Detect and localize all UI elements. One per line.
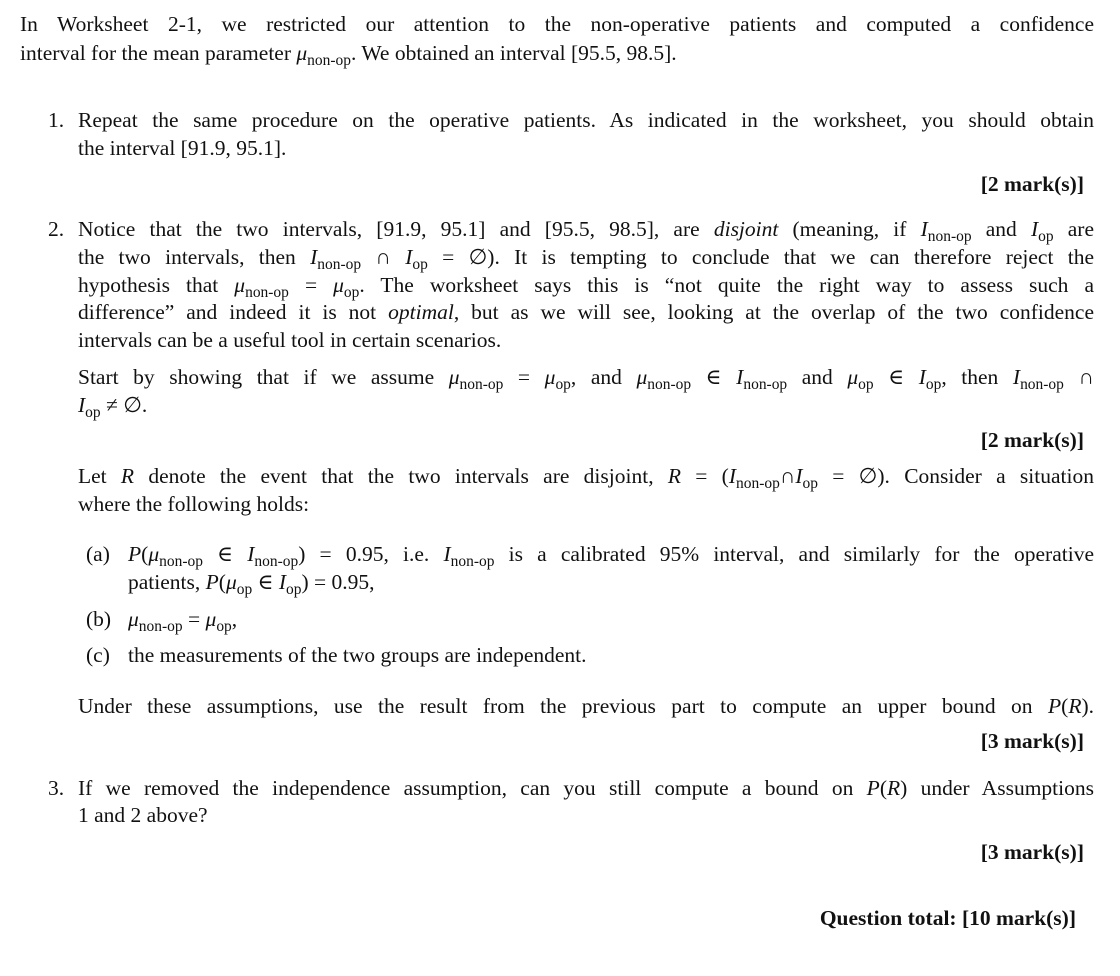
q1-text: Repeat the same procedure on the operative patients. As indicated in the worksheet, you should obtain [78, 108, 1094, 132]
q3-text: ( [879, 776, 887, 800]
q2-marks-2: [3 mark(s)] [980, 729, 1084, 753]
q2-text: ∩ [361, 245, 406, 269]
q2-text: , then [941, 365, 1013, 389]
q2-line-5 [78, 326, 501, 354]
q3-text: ) under Assumptions [900, 776, 1094, 800]
item-c-line [128, 641, 587, 669]
intro-line-2 [20, 39, 677, 67]
probability-symbol: P [866, 776, 880, 800]
subscript: non-op [245, 283, 289, 301]
mu-symbol: μ [205, 607, 217, 631]
q1-line-2 [78, 134, 286, 162]
interval-symbol: I [78, 393, 86, 417]
q2-para4-line [78, 692, 1094, 720]
subscript: non-op [736, 474, 780, 492]
item-a-label: (a) [86, 542, 110, 566]
interval-symbol: I [728, 464, 736, 488]
interval-symbol: I [247, 542, 255, 566]
interval-symbol: I [736, 365, 744, 389]
probability-symbol: P [128, 542, 142, 566]
q1-number: 1. [48, 108, 65, 132]
q2-text: ). [1081, 694, 1094, 718]
q2-text: ∩ [779, 464, 796, 488]
item-a-line-1 [128, 540, 1094, 568]
subscript: op [343, 283, 360, 301]
q2-text: hypothesis that [78, 273, 235, 297]
disjoint-emphasis: disjoint [713, 217, 779, 241]
probability-symbol: P [1048, 694, 1062, 718]
interval-symbol: I [405, 245, 413, 269]
interval-symbol: I [1030, 217, 1039, 241]
subscript: non-op [647, 375, 692, 393]
subscript: non-op [159, 552, 203, 570]
intro-text: . We obtained an interval [95.5, 98.5]. [351, 41, 677, 65]
q2-text: = ∅). Consider a situation [818, 464, 1094, 488]
mu-symbol: μ [296, 41, 308, 65]
question-total-value: [10 mark(s)] [961, 906, 1076, 930]
subscript: non-op [138, 617, 183, 635]
mu-symbol: μ [234, 273, 246, 297]
q2-text: ≠ ∅. [100, 393, 148, 417]
mu-symbol: μ [847, 365, 859, 389]
q2-text: Start by showing that if we assume [78, 365, 449, 389]
q2-text: denote the event that the two intervals are disjoint, [134, 464, 668, 488]
subscript: non-op [743, 375, 788, 393]
subscript: non-op [317, 255, 362, 273]
q2-para2-line-1 [78, 363, 1094, 391]
q3-text: 1 and 2 above? [78, 803, 208, 827]
q1-marks: [2 mark(s)] [980, 172, 1084, 196]
q3-number: 3. [48, 776, 65, 800]
q2-text: ∈ [873, 365, 919, 389]
mu-symbol: μ [148, 542, 160, 566]
q2-text: ∈ [202, 542, 248, 566]
interval-symbol: I [1012, 365, 1021, 389]
q2-text: = [182, 607, 206, 631]
mu-symbol: μ [544, 365, 556, 389]
q2-text: ( [1061, 694, 1069, 718]
q2-text: and [787, 365, 848, 389]
q2-line-1 [78, 215, 1094, 243]
subscript: non-op [307, 51, 351, 69]
q2-para2-line-2 [78, 391, 147, 419]
q2-marks-1: [2 mark(s)] [980, 428, 1084, 452]
q2-line-2 [78, 243, 1094, 271]
subscript: non-op [450, 552, 495, 570]
q2-text: the two intervals, then [78, 245, 311, 269]
q2-text: is a calibrated 95% interval, and similarly for the operative [494, 542, 1094, 566]
q2-text: = [503, 365, 545, 389]
subscript: op [858, 375, 874, 393]
subscript: non-op [459, 375, 504, 393]
q2-text: the measurements of the two groups are independent. [128, 643, 587, 667]
subscript: op [802, 474, 818, 492]
q2-para3-line-1 [78, 462, 1094, 490]
probability-symbol: P [205, 570, 219, 594]
item-c-label: (c) [86, 643, 110, 667]
q2-text: ∈ [252, 570, 279, 594]
subscript: op [555, 375, 571, 393]
q2-text: ) = 0.95, i.e. [298, 542, 444, 566]
interval-symbol: I [278, 570, 287, 594]
optimal-emphasis: optimal [388, 300, 454, 324]
q3-marks: [3 mark(s)] [980, 840, 1084, 864]
mu-symbol: μ [128, 607, 139, 631]
intro-text: In Worksheet 2-1, we restricted our attention to the non-operative patients and computed a confidence [20, 12, 1094, 36]
subscript: op [412, 255, 428, 273]
event-symbol: R [667, 464, 681, 488]
q2-text: ( [141, 542, 149, 566]
q2-text: = ∅). It is tempting to conclude that we can therefore reject the [427, 245, 1094, 269]
interval-symbol: I [795, 464, 803, 488]
q1-line-1 [78, 106, 1094, 134]
q2-text: ) = 0.95, [301, 570, 375, 594]
q2-line-3 [78, 271, 1094, 299]
q2-text: (meaning, if [778, 217, 921, 241]
event-symbol: R [120, 464, 135, 488]
q2-number: 2. [48, 217, 65, 241]
q2-text: and [971, 217, 1031, 241]
mu-symbol: μ [225, 570, 237, 594]
subscript: op [1038, 227, 1054, 245]
intro-text: interval for the mean parameter [20, 41, 297, 65]
q2-text: = [288, 273, 334, 297]
mu-symbol: μ [448, 365, 460, 389]
question-total-label: Question total: [819, 906, 957, 930]
q2-text: ∩ [1063, 365, 1094, 389]
mu-symbol: μ [636, 365, 648, 389]
interval-symbol: I [918, 365, 926, 389]
q2-text: difference” and indeed it is not [78, 300, 389, 324]
q2-para3-line-2 [78, 490, 309, 518]
q2-text: Notice that the two intervals, [91.9, 95.1] and [95.5, 98.5], are [78, 217, 714, 241]
q2-text: = ( [680, 464, 729, 488]
item-b-line [128, 605, 237, 633]
q3-line-2 [78, 801, 208, 829]
subscript: non-op [927, 227, 972, 245]
item-a-line-2 [128, 568, 375, 596]
q2-text: are [1053, 217, 1094, 241]
interval-symbol: I [443, 542, 451, 566]
q2-text: patients, [128, 570, 206, 594]
q2-text: ∈ [691, 365, 737, 389]
subscript: op [236, 580, 253, 598]
q2-text: , and [570, 365, 637, 389]
subscript: op [925, 375, 942, 393]
q1-text: the interval [91.9, 95.1]. [78, 136, 287, 160]
q2-text: Let [78, 464, 121, 488]
q2-text: , but as we will see, looking at the overlap of the two confidence [453, 300, 1095, 324]
question-total [820, 904, 1076, 932]
subscript: non-op [1020, 375, 1064, 393]
event-symbol: R [1068, 694, 1082, 718]
q2-text: , [231, 607, 238, 631]
q2-text: where the following holds: [78, 492, 310, 516]
subscript: op [286, 580, 302, 598]
q3-text: If we removed the independence assumption, can you still compute a bound on [78, 776, 867, 800]
subscript: op [216, 617, 232, 635]
q2-text: ( [218, 570, 226, 594]
item-b-label: (b) [86, 607, 112, 631]
event-symbol: R [886, 776, 901, 800]
q3-line-1 [78, 774, 1094, 802]
intro-line-1 [20, 10, 1094, 38]
q2-text: intervals can be a useful tool in certain scenarios. [78, 328, 502, 352]
q2-text: Under these assumptions, use the result from the previous part to compute an upper bound on [78, 694, 1048, 718]
interval-symbol: I [310, 245, 318, 269]
q2-line-4 [78, 298, 1094, 326]
mu-symbol: μ [333, 273, 344, 297]
q2-text: . The worksheet says this is “not quite the right way to assess such a [359, 273, 1094, 297]
interval-symbol: I [920, 217, 928, 241]
subscript: op [85, 403, 101, 421]
subscript: non-op [254, 552, 299, 570]
